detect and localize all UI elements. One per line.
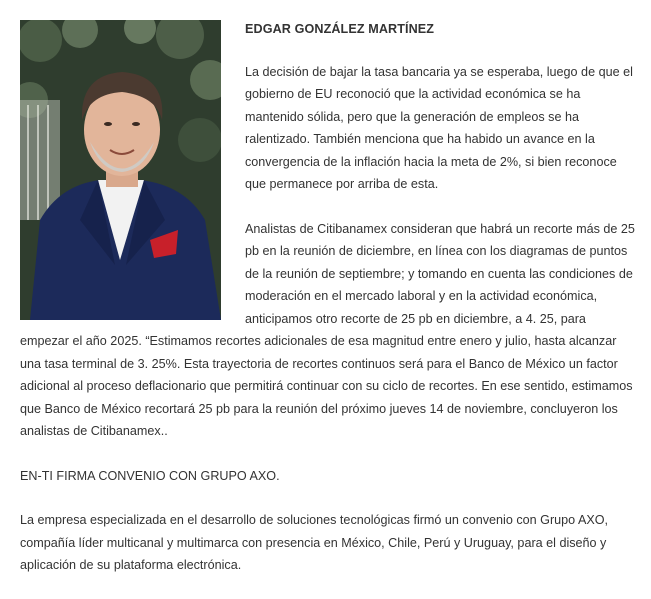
paragraph-rate-decision: La decisión de bajar la tasa bancaria ya se esperaba, luego de que el gobierno de EU reconoció que la actividad económica se ha mantenido sólida, pero que la generación de empleos se ha ralentizado. También menciona que ha habido un avance en la convergencia de la inflación hacia la meta de 2%, si bien reconoce que permanece por arriba de esta. — [245, 64, 633, 191]
section-heading: EN-TI FIRMA CONVENIO CON GRUPO AXO. — [20, 468, 280, 483]
author-name: EDGAR GONZÁLEZ MARTÍNEZ — [245, 22, 435, 36]
author-portrait — [20, 20, 221, 320]
portrait-photo-icon — [20, 20, 221, 320]
paragraph-en-ti-agreement: La empresa especializada en el desarrollo de soluciones tecnológicas firmó un convenio con Grupo AXO, compañía líder multicanal y multimarca con presencia en México, Chile, Perú y Uruguay, para el diseño y aplicación de su plataforma electrónica. — [20, 513, 609, 572]
article-body — [20, 18, 636, 599]
paragraph-citibanamex-analysis: Analistas de Citibanamex consideran que habrá un recorte más de 25 pb en la reunión de diciembre, en línea con los diagramas de puntos de la reunión de septiembre; y tomando en cuenta las condiciones de moderación en el mercado laboral y en la actividad económica, anticipamos otro recorte de 25 pb en diciembre, a 4. 25, para empezar el año 2025. “Estimamos recortes adicionales de esa magnitud entre enero y julio, hasta alcanzar una tasa terminal de 3. 25%. Esta trayectoria de recortes continuos será para el Banco de México un factor adicional al proceso deflacionario que permitirá continuar con su ciclo de recortes. En ese sentido, estimamos que Banco de México recortará 25 pb para la reunión del próximo jueves 14 de noviembre, concluyeron los analistas de Citibanamex.. — [20, 221, 635, 438]
